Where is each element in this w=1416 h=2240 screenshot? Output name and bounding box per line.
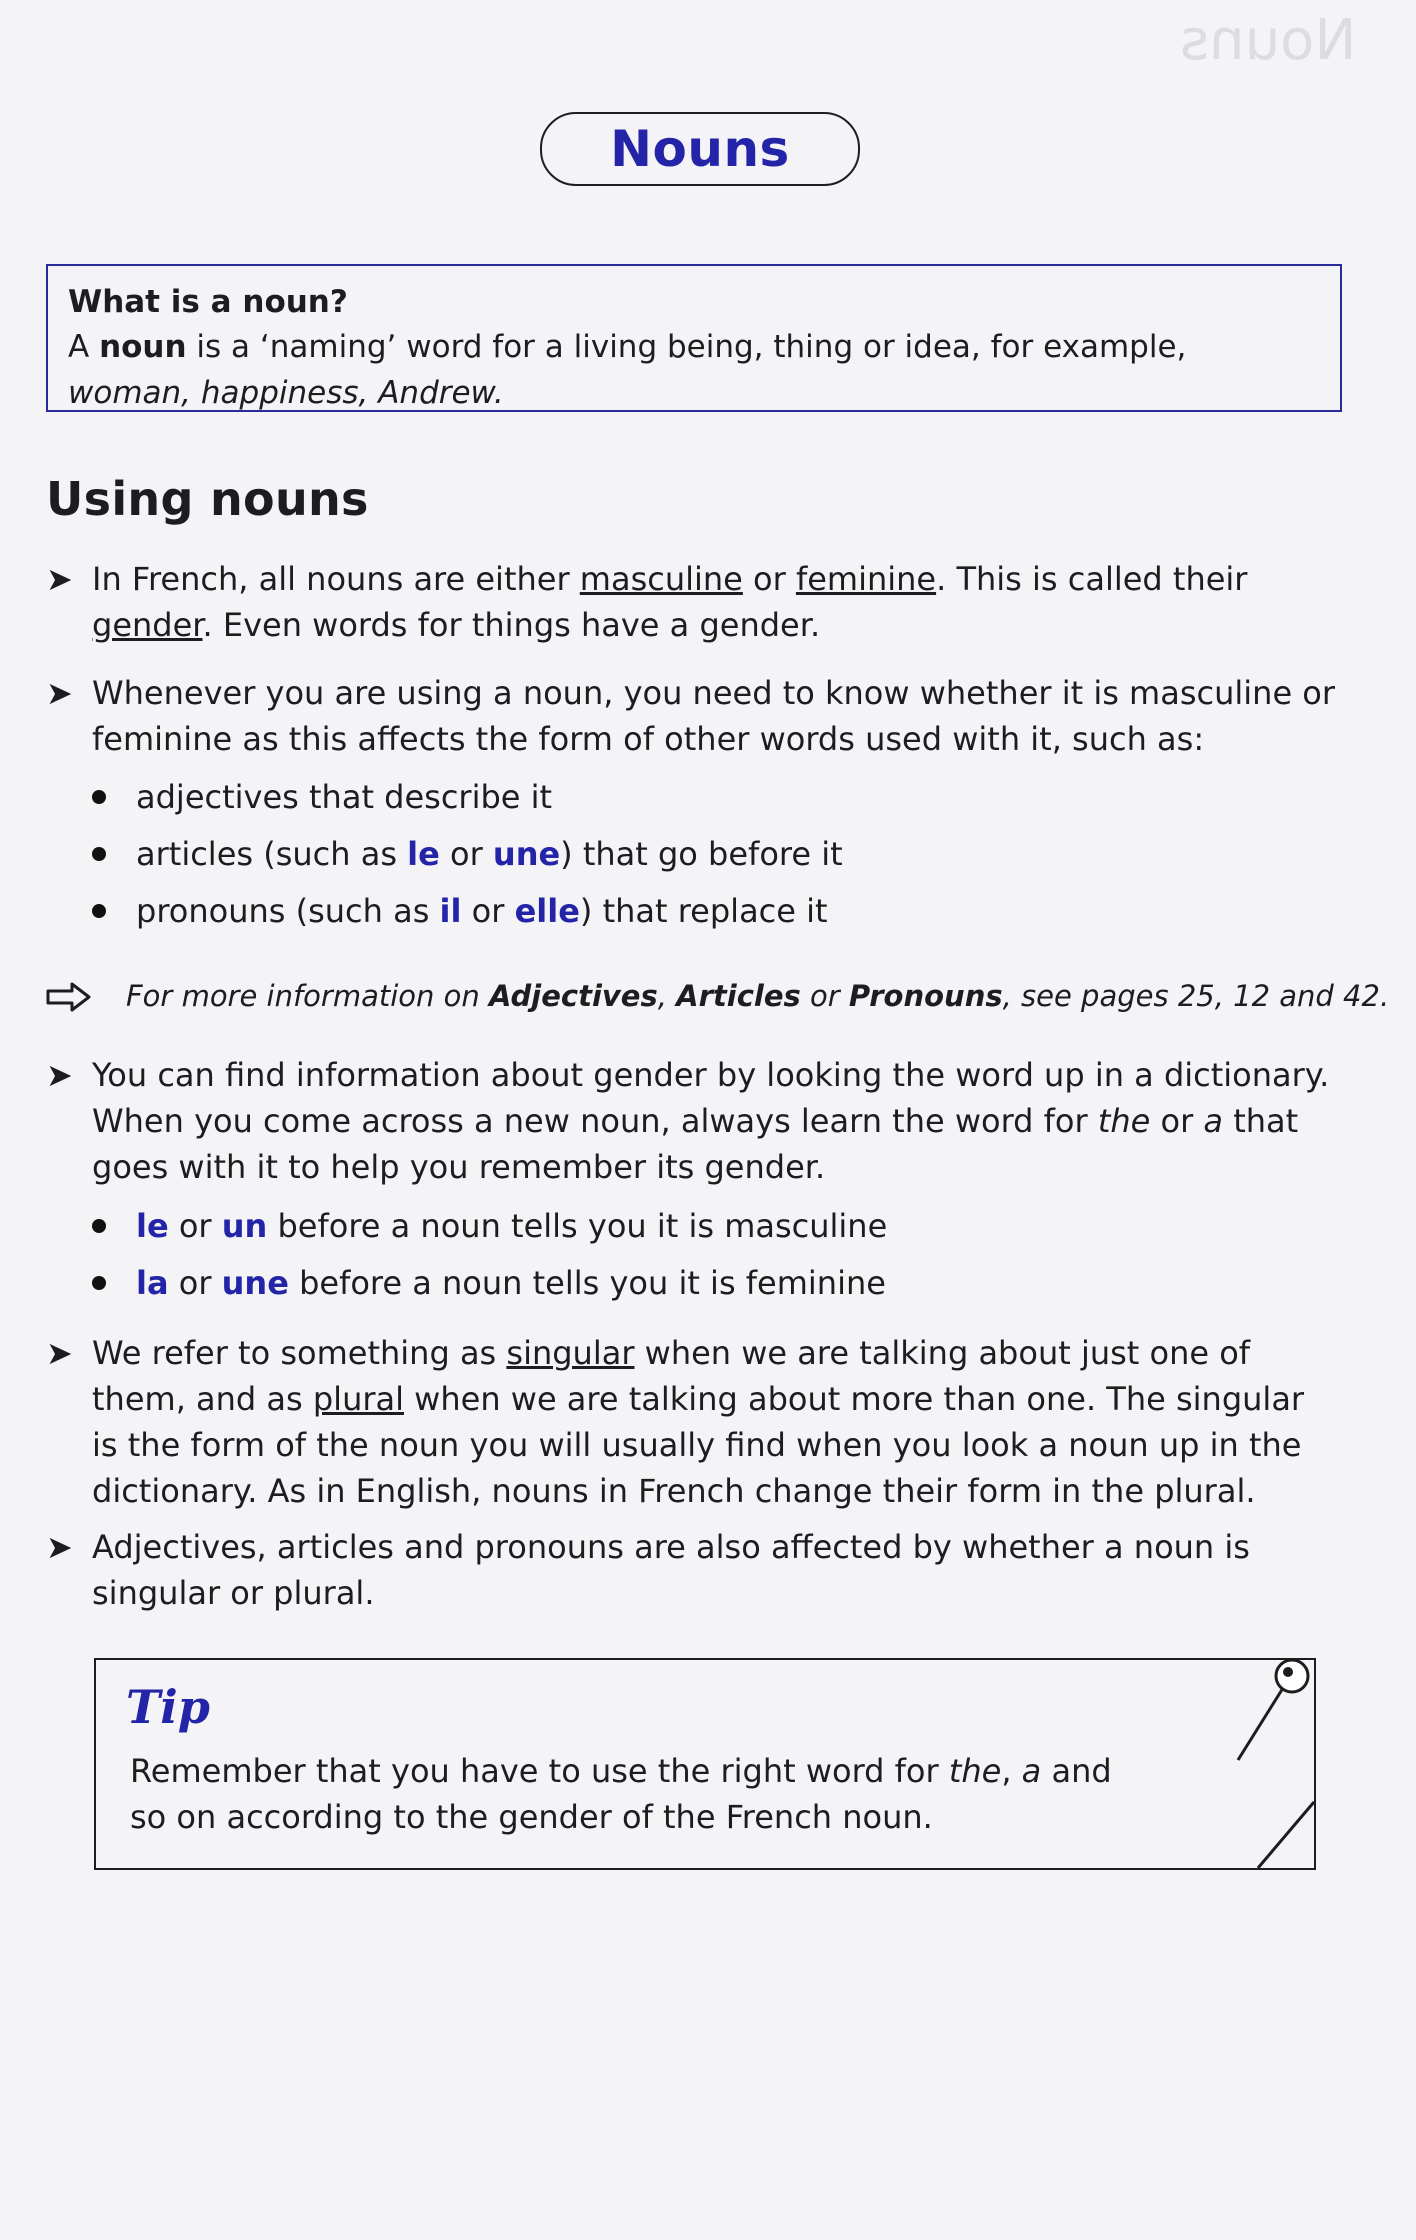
definition-question: What is a noun? xyxy=(68,284,348,320)
pointing-arrow-icon xyxy=(46,982,92,1012)
paragraph-singular-plural: We refer to something as singular when we are talking about just one of them, and as plural when we are talking about more than one. The singular is the form of the noun you will usually find when you look a noun up in the dictionary. As in English, nouns in French change their form in the plural. xyxy=(92,1334,1305,1510)
bullet-arrow-icon: ➤ xyxy=(46,1528,73,1566)
page-title xyxy=(540,112,860,186)
list-item: articles (such as le or une) that go before it xyxy=(136,835,843,873)
definition-examples: woman, happiness, Andrew. xyxy=(68,375,504,411)
paragraph-gender: In French, all nouns are either masculine or feminine. This is called their gender. Even words for things have a gender. xyxy=(92,560,1248,644)
paragraph-dictionary: You can find information about gender by looking the word up in a dictionary. When you come across a new noun, always learn the word for the or a that goes with it to help you remember its gender. xyxy=(92,1056,1330,1186)
bullet-dot-icon xyxy=(92,1219,106,1233)
list-item: le or un before a noun tells you it is masculine xyxy=(136,1207,888,1245)
folded-corner-icon xyxy=(1256,1800,1316,1870)
list-item: pronouns (such as il or elle) that replace it xyxy=(136,892,828,930)
list-item: la or une before a noun tells you it is feminine xyxy=(136,1264,886,1302)
bullet-dot-icon xyxy=(92,790,106,804)
section-heading: Using nouns xyxy=(46,472,369,526)
bullet-arrow-icon: ➤ xyxy=(46,1334,73,1372)
show-through: Nouns xyxy=(1179,8,1356,73)
bullet-dot-icon xyxy=(92,847,106,861)
bullet-arrow-icon: ➤ xyxy=(46,1056,73,1094)
bullet-dot-icon xyxy=(92,1276,106,1290)
list-item: adjectives that describe it xyxy=(136,778,553,816)
tip-box xyxy=(94,1658,1316,1870)
bullet-arrow-icon: ➤ xyxy=(46,560,73,598)
paragraph-affects: Whenever you are using a noun, you need to know whether it is masculine or feminine as this affects the form of other words used with it, such as: xyxy=(92,674,1336,758)
cross-reference-text: For more information on Adjectives, Articles or Pronouns, see pages 25, 12 and 42. xyxy=(126,979,1390,1013)
pushpin-icon xyxy=(1230,1652,1320,1802)
bullet-dot-icon xyxy=(92,904,106,918)
bullet-arrow-icon: ➤ xyxy=(46,674,73,712)
tip-title: Tip xyxy=(126,1680,210,1734)
tip-text: Remember that you have to use the right word for the, a and so on according to the gender of the French noun. xyxy=(130,1752,1112,1836)
definition-box xyxy=(46,264,1342,412)
definition-text: A noun is a ‘naming’ word for a living being, thing or idea, for example, xyxy=(68,329,1187,365)
paragraph-affected: Adjectives, articles and pronouns are also affected by whether a noun is singular or plural. xyxy=(92,1528,1250,1612)
page-title-text: Nouns xyxy=(610,120,790,178)
